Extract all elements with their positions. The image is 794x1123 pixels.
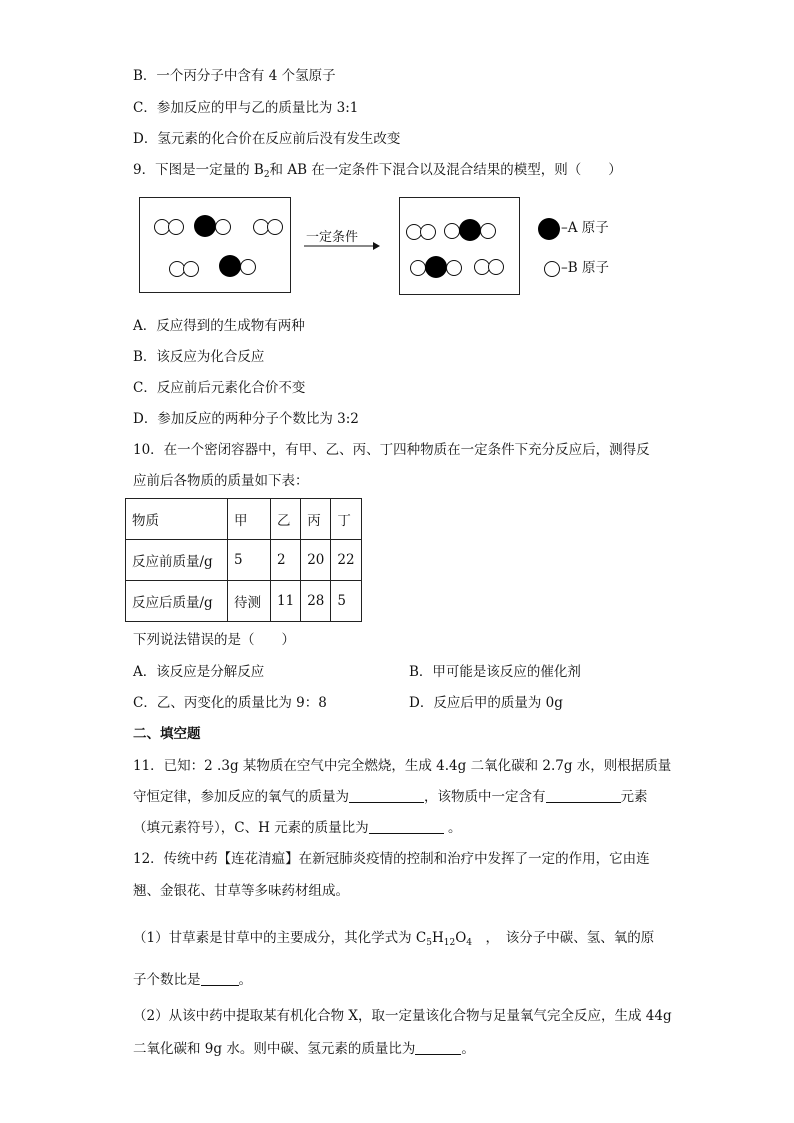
table-cell: 20 (301, 540, 331, 581)
q9-option-a: A．反应得到的生成物有两种 (133, 318, 305, 334)
legend-b-atom-icon (544, 261, 560, 277)
table-cell: 待测 (228, 581, 271, 622)
q9-stem: 9．下图是一定量的 $B_2$和 AB 在一定条件下混合以及混合结果的模型，则（ ） (133, 162, 622, 180)
q12-part1-line1: （1）甘草素是甘草中的主要成分，其化学式为 $C_5H_{12}O_4$ ， 该分子中碳、氢、氧的原 (133, 930, 655, 948)
answer-blank[interactable] (201, 972, 239, 986)
b-atom (444, 223, 460, 239)
table-header-cell: 丙 (301, 499, 331, 540)
q10-option-a: A．该反应是分解反应 (133, 664, 265, 680)
mass-table (125, 498, 362, 622)
q12-part2-line1: （2）从该中药中提取某有机化合物 X，取一定量该化合物与足量氧气完全反应，生成 44g (133, 1008, 672, 1024)
q12-part2-line2: 二氧化碳和 9g 水。则中碳、氢元素的质量比为 。 (133, 1041, 475, 1057)
b-atom (480, 223, 496, 239)
q10-option-b: B．甲可能是该反应的催化剂 (409, 664, 581, 680)
a-atom (459, 219, 481, 241)
table-cell: 5 (228, 540, 271, 581)
q10-option-d: D．反应后甲的质量为 0g (409, 695, 563, 711)
b-atom (183, 261, 199, 277)
q8-option-d: D．氢元素的化合价在反应前后没有发生改变 (133, 131, 401, 147)
reactants-box (139, 197, 291, 293)
table-cell: 反应后质量/g (126, 581, 228, 622)
legend-b-label: –B 原子 (561, 260, 609, 276)
q9-option-b: B．该反应为化合反应 (133, 349, 265, 365)
products-box (399, 197, 520, 295)
b-atom (420, 224, 436, 240)
q10-option-c: C．乙、丙变化的质量比为 9：8 (133, 695, 327, 711)
arrow-label: 一定条件 (306, 230, 359, 245)
b-atom (410, 260, 426, 276)
a-atom (194, 215, 216, 237)
q12-line1: 12．传统中药【连花清瘟】在新冠肺炎疫情的控制和治疗中发挥了一定的作用，它由连 (133, 851, 650, 867)
q11-line1: 11．已知：2 .3g 某物质在空气中完全燃烧，生成 4.4g 二氧化碳和 2.7g 水，则根据质量 (133, 758, 672, 774)
table-row (126, 581, 362, 622)
q12-line2: 翘、金银花、甘草等多味药材组成。 (133, 883, 349, 899)
q8-option-b: B．一个丙分子中含有 4 个氢原子 (133, 68, 336, 84)
table-header-row (126, 499, 362, 540)
table-cell: 28 (301, 581, 331, 622)
b-atom (240, 259, 256, 275)
legend-a-atom-icon (538, 218, 560, 240)
table-cell: 5 (331, 581, 361, 622)
table-header-cell: 甲 (228, 499, 271, 540)
table-cell: 22 (331, 540, 361, 581)
q8-option-c: C．参加反应的甲与乙的质量比为 3:1 (133, 100, 359, 116)
q11-line3: （填元素符号），C、H 元素的质量比为 。 (133, 820, 462, 836)
legend-a-label: –A 原子 (561, 220, 609, 236)
b-atom (446, 260, 462, 276)
table-row (126, 540, 362, 581)
table-cell: 11 (271, 581, 301, 622)
q10-stem-line2: 应前后各物质的质量如下表： (133, 473, 309, 489)
b-atom (267, 219, 283, 235)
table-header-cell: 丁 (331, 499, 361, 540)
a-atom (425, 256, 447, 278)
table-header-cell: 乙 (271, 499, 301, 540)
q11-line2: 守恒定律，参加反应的氧气的质量为 ，该物质中一定含有 元素 (133, 789, 648, 805)
table-cell: 2 (271, 540, 301, 581)
table-header-cell: 物质 (126, 499, 228, 540)
section-title: 二、填空题 (133, 726, 201, 742)
q9-option-c: C．反应前后元素化合价不变 (133, 380, 306, 396)
b-atom (168, 219, 184, 235)
a-atom (219, 255, 241, 277)
b-atom (488, 259, 504, 275)
q9-option-d: D．参加反应的两种分子个数比为 3:2 (133, 411, 359, 427)
q10-prompt: 下列说法错误的是（ ） (133, 632, 295, 648)
q10-stem-line1: 10．在一个密闭容器中，有甲、乙、丙、丁四种物质在一定条件下充分反应后，测得反 (133, 442, 650, 458)
q12-part1-line2: 子个数比是 。 (133, 972, 252, 988)
answer-blank[interactable] (369, 820, 444, 834)
answer-blank[interactable] (546, 789, 621, 803)
answer-blank[interactable] (415, 1041, 461, 1055)
table-cell: 反应前质量/g (126, 540, 228, 581)
b-atom (215, 219, 231, 235)
reaction-arrow (303, 240, 383, 252)
answer-blank[interactable] (349, 789, 424, 803)
